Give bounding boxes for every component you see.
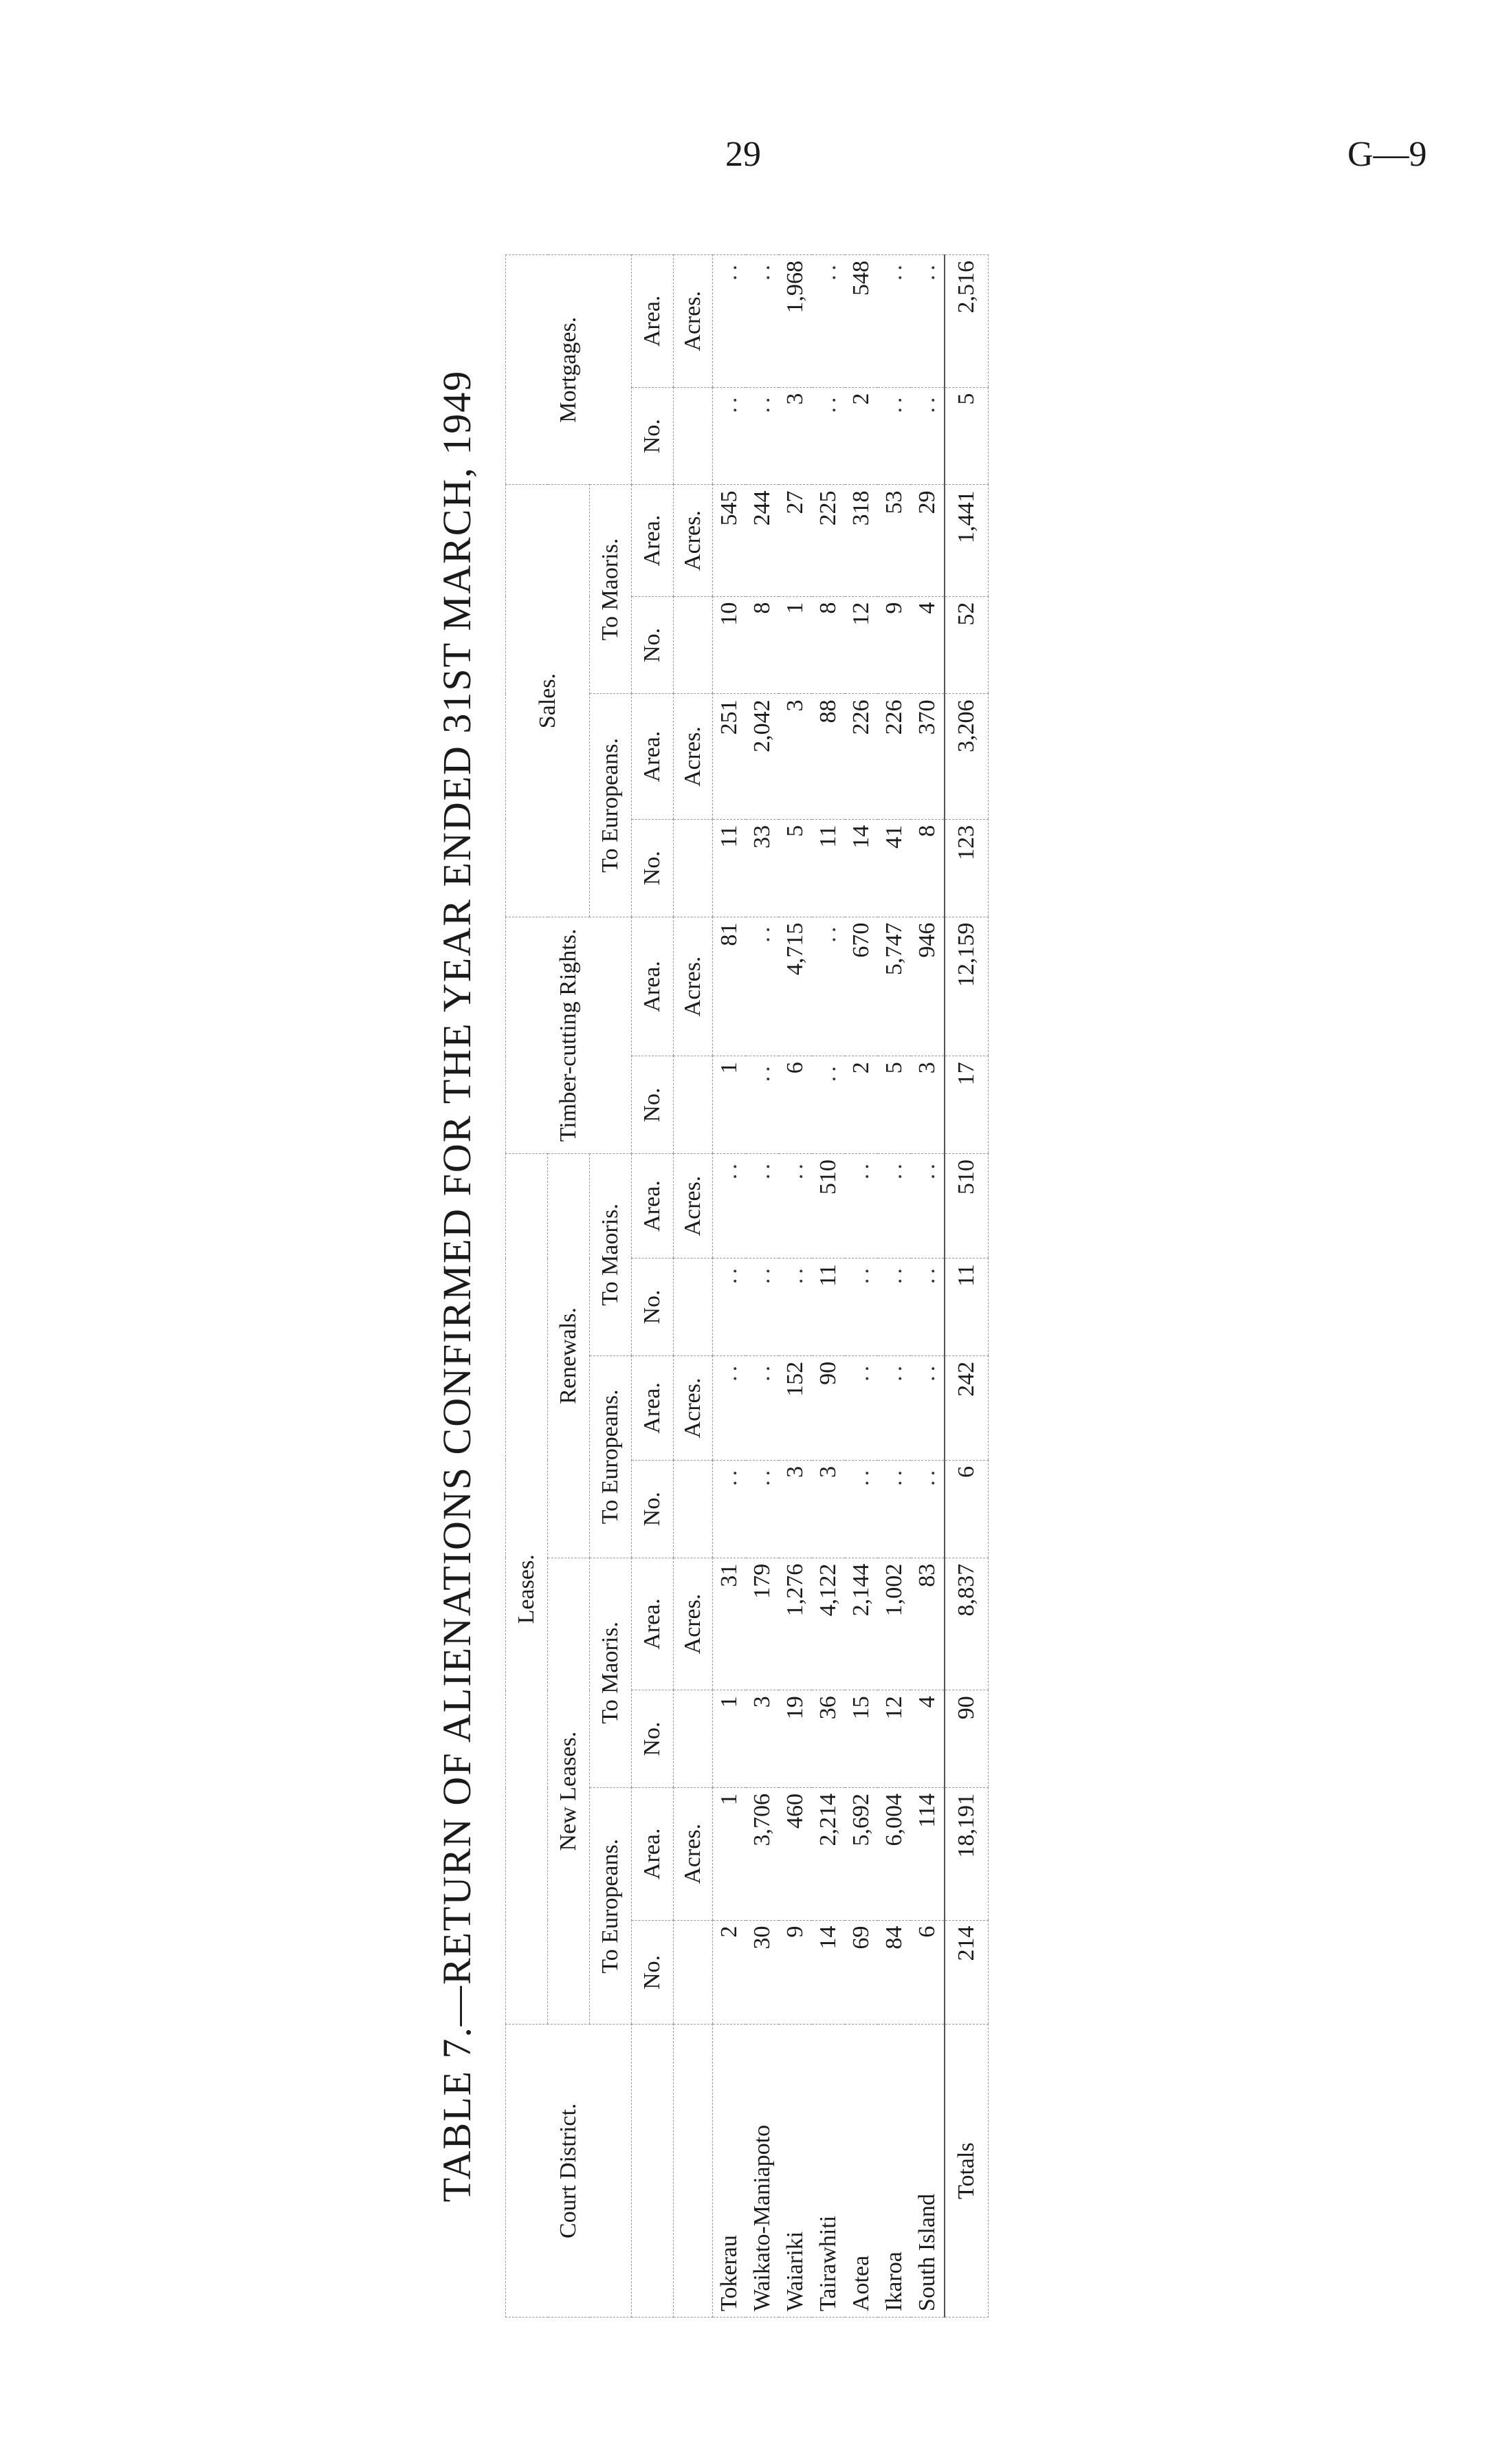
total-count-cell: 123 [945,819,989,917]
area-cell: .. [878,1154,911,1258]
count-cell: .. [911,1258,945,1356]
area-cell: .. [713,1154,747,1258]
count-cell: 6 [779,1056,812,1154]
units-blank-cell [674,1460,713,1558]
count-cell: .. [845,1258,878,1356]
no-column-header: No. [632,1056,674,1154]
area-cell: 5,692 [845,1788,878,1920]
total-count-cell: 52 [945,596,989,694]
count-cell: 2 [845,1056,878,1154]
table-row [878,255,911,2318]
count-cell: 36 [812,1690,845,1788]
no-column-header: No. [632,1690,674,1788]
area-cell: 179 [746,1558,779,1690]
count-cell: .. [779,1258,812,1356]
no-column-header: No. [632,596,674,694]
no-column-header: No. [632,1920,674,2025]
count-cell: 14 [812,1920,845,2025]
area-cell: 226 [845,694,878,819]
units-blank-cell [674,387,713,485]
area-cell: .. [911,1355,945,1460]
units-blank-cell [674,1920,713,2025]
area-cell: 370 [911,694,945,819]
table-body [674,255,989,2318]
count-cell: 30 [746,1920,779,2025]
total-count-cell: 11 [945,1258,989,1356]
area-cell: .. [713,1355,747,1460]
count-cell: 3 [779,1460,812,1558]
rotated-table-block [426,254,1100,2318]
total-area-cell: 3,206 [945,694,989,819]
area-cell: 5,747 [878,917,911,1056]
count-cell: .. [746,1258,779,1356]
total-area-cell: 18,191 [945,1788,989,1920]
area-cell: .. [746,1154,779,1258]
table-row [812,255,845,2318]
acres-unit-label: Acres. [674,1788,713,1920]
units-blank-cell [674,2025,713,2318]
count-cell: 9 [779,1920,812,2025]
count-cell: .. [878,1258,911,1356]
area-cell: 114 [911,1788,945,1920]
total-area-cell: 12,159 [945,917,989,1056]
area-column-header: Area. [632,1558,674,1690]
total-area-cell: 1,441 [945,485,989,596]
count-cell: .. [845,1460,878,1558]
district-blank-header [632,2025,674,2318]
table-row [779,255,812,2318]
area-cell: 2,144 [845,1558,878,1690]
new-leases-to-europeans-header: To Europeans. [590,1788,632,2025]
area-cell: 2,042 [746,694,779,819]
area-cell: 90 [812,1355,845,1460]
count-cell: 3 [779,387,812,485]
count-cell: 3 [812,1460,845,1558]
table-row [713,255,747,2318]
no-area-header-row [632,255,674,2318]
total-count-cell: 17 [945,1056,989,1154]
area-cell: 6,004 [878,1788,911,1920]
count-cell: 11 [812,819,845,917]
units-blank-cell [674,1690,713,1788]
alienations-table [505,254,989,2318]
count-cell: 15 [845,1690,878,1788]
total-count-cell: 90 [945,1690,989,1788]
acres-unit-label: Acres. [674,1355,713,1460]
table-row [845,255,878,2318]
count-cell: 2 [713,1920,747,2025]
area-cell: 510 [812,1154,845,1258]
area-cell: 545 [713,485,747,596]
area-cell: 460 [779,1788,812,1920]
area-cell: 225 [812,485,845,596]
count-cell: 2 [845,387,878,485]
table-title: TABLE 7.—RETURN OF ALIENATIONS CONFIRMED FOR THE YEAR ENDED 31ST MARCH, 1949 [434,369,479,2203]
area-cell: 53 [878,485,911,596]
count-cell: .. [713,387,747,485]
area-cell: 318 [845,485,878,596]
area-cell: 81 [713,917,747,1056]
district-name-cell: Waiariki [779,2025,812,2318]
units-blank-cell [674,596,713,694]
count-cell: .. [878,387,911,485]
area-cell: 1,276 [779,1558,812,1690]
count-cell: .. [713,1258,747,1356]
total-count-cell: 6 [945,1460,989,1558]
district-name-cell: Aotea [845,2025,878,2318]
area-cell: 3 [779,694,812,819]
count-cell: 5 [779,819,812,917]
count-cell: 4 [911,1690,945,1788]
district-name-cell: Waikato-Maniapoto [746,2025,779,2318]
leases-header: Leases. [506,1154,548,2025]
count-cell: 19 [779,1690,812,1788]
district-name-cell: Tairawhiti [812,2025,845,2318]
area-cell: 251 [713,694,747,819]
count-cell: .. [911,1460,945,1558]
count-cell: 41 [878,819,911,917]
new-leases-to-maoris-header: To Maoris. [590,1558,632,1787]
area-cell: 27 [779,485,812,596]
count-cell: 3 [746,1690,779,1788]
renewals-to-europeans-header: To Europeans. [590,1355,632,1558]
area-cell: 2,214 [812,1788,845,1920]
page-number: 29 [725,135,761,174]
count-cell: 14 [845,819,878,917]
count-cell: 8 [746,596,779,694]
sales-header: Sales. [506,485,590,917]
district-name-cell: Ikaroa [878,2025,911,2318]
area-cell: .. [746,917,779,1056]
area-cell: .. [713,255,747,388]
area-cell: 83 [911,1558,945,1690]
count-cell: 69 [845,1920,878,2025]
area-column-header: Area. [632,1154,674,1258]
district-name-cell: South Island [911,2025,945,2318]
acres-unit-label: Acres. [674,485,713,596]
area-column-header: Area. [632,917,674,1056]
area-cell: 244 [746,485,779,596]
count-cell: 1 [779,596,812,694]
area-column-header: Area. [632,255,674,388]
area-cell: .. [812,255,845,388]
count-cell: .. [713,1460,747,1558]
area-cell: 548 [845,255,878,388]
count-cell: 3 [911,1056,945,1154]
no-column-header: No. [632,819,674,917]
area-cell: 1,968 [779,255,812,388]
area-cell: 670 [845,917,878,1056]
count-cell: 6 [911,1920,945,2025]
no-column-header: No. [632,1460,674,1558]
count-cell: .. [812,1056,845,1154]
count-cell: 12 [845,596,878,694]
count-cell: .. [878,1460,911,1558]
table-row [911,255,945,2318]
total-area-cell: 242 [945,1355,989,1460]
count-cell: .. [746,1056,779,1154]
count-cell: 1 [713,1056,747,1154]
area-cell: 88 [812,694,845,819]
area-cell: 29 [911,485,945,596]
district-name-cell: Tokerau [713,2025,747,2318]
units-row [674,255,713,2318]
total-count-cell: 5 [945,387,989,485]
total-area-cell: 8,837 [945,1558,989,1690]
count-cell: .. [812,387,845,485]
area-cell: .. [746,255,779,388]
area-cell: .. [911,255,945,388]
renewals-to-maoris-header: To Maoris. [590,1154,632,1356]
count-cell: .. [746,1460,779,1558]
area-cell: .. [845,1355,878,1460]
count-cell: 9 [878,596,911,694]
area-cell: .. [812,917,845,1056]
total-area-cell: 510 [945,1154,989,1258]
acres-unit-label: Acres. [674,1154,713,1258]
area-cell: 946 [911,917,945,1056]
mortgages-header: Mortgages. [506,255,632,486]
area-column-header: Area. [632,1355,674,1460]
count-cell: 84 [878,1920,911,2025]
area-cell: .. [746,1355,779,1460]
area-cell: .. [845,1154,878,1258]
totals-label: Totals [945,2025,989,2318]
count-cell: .. [911,387,945,485]
acres-unit-label: Acres. [674,255,713,388]
count-cell: 1 [713,1690,747,1788]
acres-unit-label: Acres. [674,694,713,819]
count-cell: 8 [812,596,845,694]
count-cell: 11 [713,819,747,917]
renewals-header: Renewals. [548,1154,590,1558]
total-area-cell: 2,516 [945,255,989,388]
sales-to-maoris-header: To Maoris. [590,485,632,694]
area-cell: 4,122 [812,1558,845,1690]
count-cell: 4 [911,596,945,694]
units-blank-cell [674,1258,713,1356]
count-cell: 12 [878,1690,911,1788]
count-cell: 10 [713,596,747,694]
area-cell: 4,715 [779,917,812,1056]
area-cell: 226 [878,694,911,819]
no-column-header: No. [632,1258,674,1356]
count-cell: 11 [812,1258,845,1356]
area-cell: 1,002 [878,1558,911,1690]
area-cell: 152 [779,1355,812,1460]
area-cell: .. [911,1154,945,1258]
area-cell: 31 [713,1558,747,1690]
new-leases-header: New Leases. [548,1558,590,2025]
area-cell: .. [878,1355,911,1460]
area-cell: .. [779,1154,812,1258]
area-cell: 3,706 [746,1788,779,1920]
series-code: G—9 [1347,135,1427,174]
area-column-header: Area. [632,1788,674,1920]
count-cell: 5 [878,1056,911,1154]
timber-rights-header: Timber-cutting Rights. [506,917,632,1153]
area-cell: 1 [713,1788,747,1920]
units-blank-cell [674,819,713,917]
area-cell: .. [878,255,911,388]
court-district-header: Court District. [506,2025,632,2318]
area-column-header: Area. [632,694,674,819]
area-column-header: Area. [632,485,674,596]
table-row [746,255,779,2318]
count-cell: 33 [746,819,779,917]
count-cell: 8 [911,819,945,917]
count-cell: .. [746,387,779,485]
no-column-header: No. [632,387,674,485]
acres-unit-label: Acres. [674,917,713,1056]
totals-row [945,255,989,2318]
units-blank-cell [674,1056,713,1154]
acres-unit-label: Acres. [674,1558,713,1690]
sales-to-europeans-header: To Europeans. [590,694,632,917]
total-count-cell: 214 [945,1920,989,2025]
